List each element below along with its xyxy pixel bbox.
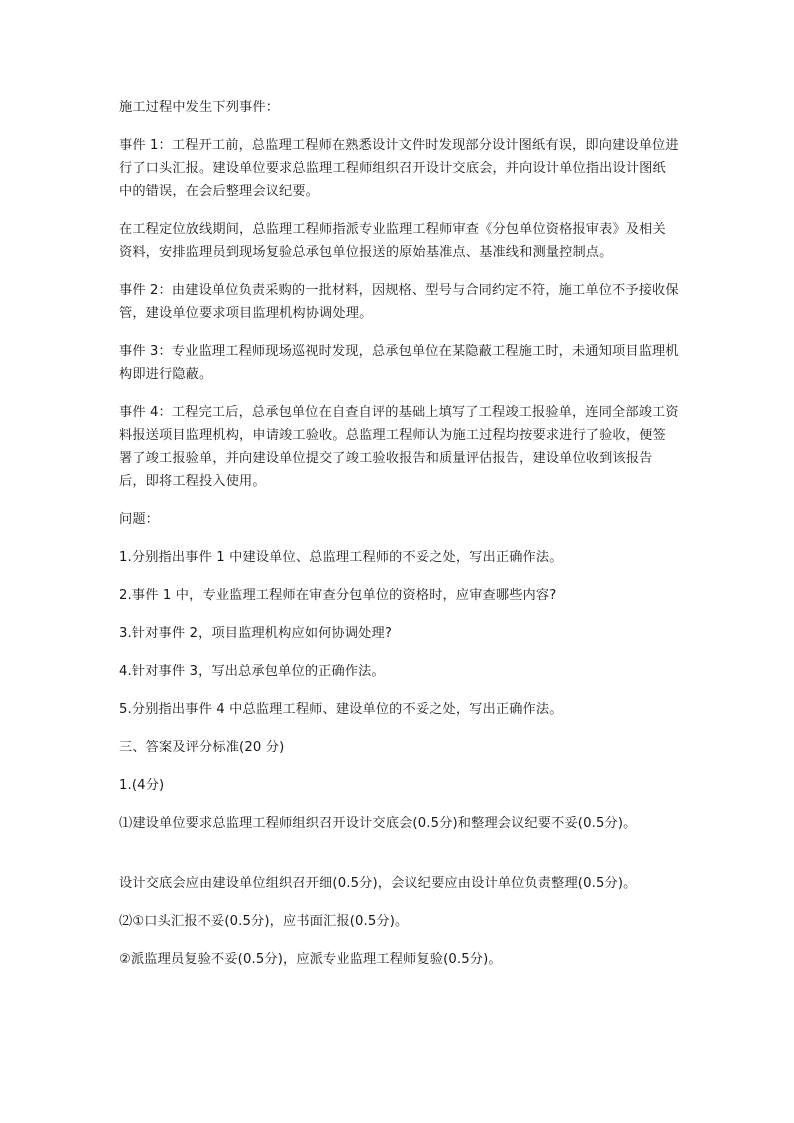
intro-paragraph: 施工过程中发生下列事件： [119, 100, 280, 115]
document-body [119, 96, 679, 971]
question-2: 2.事件 1 中，专业监理工程师在审查分包单位的资格时，应审查哪些内容? [119, 588, 557, 603]
event-1-paragraph: 事件 1：工程开工前，总监理工程师在熟悉设计文件时发现部分设计图纸有误，即向建设单位进行了口头汇报。建设单位要求总监理工程师组织召开设计交底会，并向设计单位指出设计图纸中的错误，在会后整理会议纪要。 [119, 138, 679, 199]
answer-1-heading: 1.(4分) [119, 778, 165, 793]
event-1-continued-paragraph: 在工程定位放线期间，总监理工程师指派专业监理工程师审查《分包单位资格报审表》及相关资料，安排监理员到现场复验总承包单位报送的原始基准点、基准线和测量控制点。 [119, 222, 666, 260]
answers-heading: 三、答案及评分标准(20 分) [119, 740, 285, 755]
question-1: 1.分别指出事件 1 中建设单位、总监理工程师的不妥之处，写出正确作法。 [119, 550, 563, 565]
questions-heading: 问题： [119, 512, 160, 527]
answer-1-item-1-correct: 设计交底会应由建设单位组织召开细(0.5分)，会议纪要应由设计单位负责整理(0.5分)。 [119, 876, 637, 891]
answer-1-item-2b: ②派监理员复验不妥(0.5分)，应派专业监理工程师复验(0.5分)。 [119, 952, 502, 967]
question-5: 5.分别指出事件 4 中总监理工程师、建设单位的不妥之处，写出正确作法。 [119, 702, 563, 717]
question-3: 3.针对事件 2，项目监理机构应如何协调处理? [119, 626, 392, 641]
answer-1-item-2a: ⑵①口头汇报不妥(0.5分)，应书面汇报(0.5分)。 [119, 914, 409, 929]
event-3-paragraph: 事件 3：专业监理工程师现场巡视时发现，总承包单位在某隐蔽工程施工时，未通知项目监理机构即进行隐蔽。 [119, 344, 679, 382]
event-4-paragraph: 事件 4：工程完工后，总承包单位在自查自评的基础上填写了工程竣工报验单，连同全部竣工资料报送项目监理机构，申请竣工验收。总监理工程师认为施工过程均按要求进行了验收，便签署了竣工报验单，并向建设单位提交了竣工验收报告和质量评估报告，建设单位收到该报告后，即将工程投入使用。 [119, 405, 679, 489]
answer-1-item-1: ⑴建设单位要求总监理工程师组织召开设计交底会(0.5分)和整理会议纪要不妥(0.5分)。 [119, 816, 637, 831]
event-2-paragraph: 事件 2：由建设单位负责采购的一批材料，因规格、型号与合同约定不符，施工单位不予接收保管，建设单位要求项目监理机构协调处理。 [119, 283, 679, 321]
question-4: 4.针对事件 3，写出总承包单位的正确作法。 [119, 664, 385, 679]
